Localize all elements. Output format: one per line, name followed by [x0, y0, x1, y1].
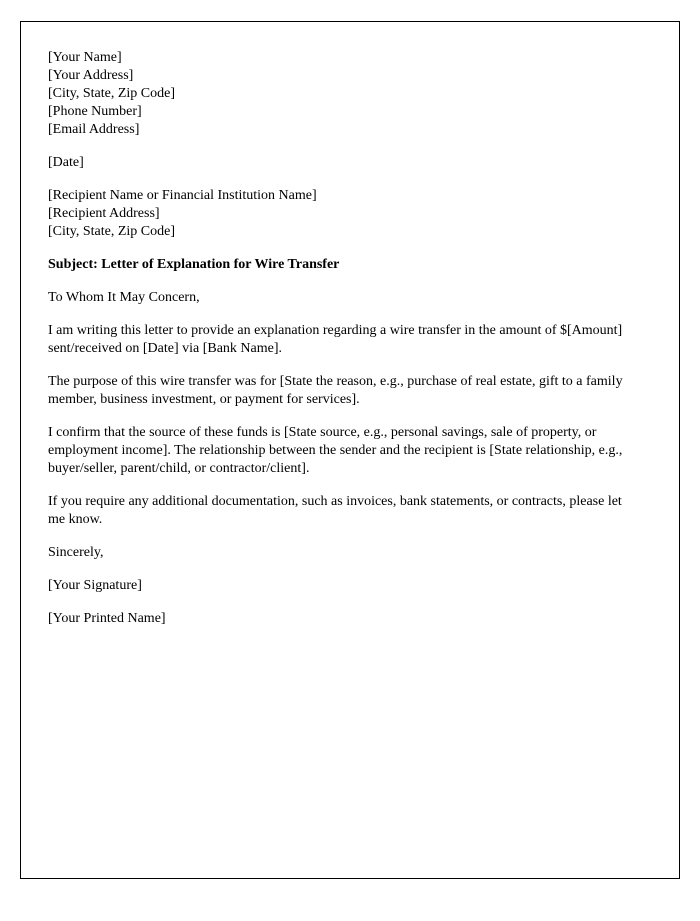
signature-line: [Your Signature] [48, 578, 142, 593]
closing: Sincerely, [48, 545, 104, 560]
recipient-city-state-zip: [City, State, Zip Code] [48, 224, 176, 239]
sender-city-state-zip: [City, State, Zip Code] [48, 86, 176, 101]
recipient-name: [Recipient Name or Financial Institution Name] [48, 188, 317, 203]
body-paragraph-1: I am writing this letter to provide an explanation regarding a wire transfer in the amount of $[Amount] sent/received on [Date] via [Bank Name]. [48, 323, 623, 356]
recipient-block [48, 187, 633, 241]
body-paragraph-2: The purpose of this wire transfer was for [State the reason, e.g., purchase of real estate, gift to a family member, business investment, or payment for services]. [48, 374, 623, 407]
sender-phone: [Phone Number] [48, 104, 142, 119]
recipient-address: [Recipient Address] [48, 206, 160, 221]
sender-block [48, 49, 633, 139]
body-paragraph-4: If you require any additional documentation, such as invoices, bank statements, or contracts, please let me know. [48, 494, 622, 527]
sender-address: [Your Address] [48, 68, 134, 83]
date-line: [Date] [48, 155, 84, 170]
printed-name-line: [Your Printed Name] [48, 611, 166, 626]
sender-email: [Email Address] [48, 122, 140, 137]
salutation: To Whom It May Concern, [48, 290, 200, 305]
subject-line: Subject: Letter of Explanation for Wire Transfer [48, 257, 340, 272]
body-paragraph-3: I confirm that the source of these funds is [State source, e.g., personal savings, sale of property, or employment income]. The relationship between the sender and the recipient is [State relationship, e.g., buyer/seller, parent/child, or contractor/client]. [48, 425, 623, 476]
sender-name: [Your Name] [48, 50, 122, 65]
letter-document [20, 21, 680, 879]
